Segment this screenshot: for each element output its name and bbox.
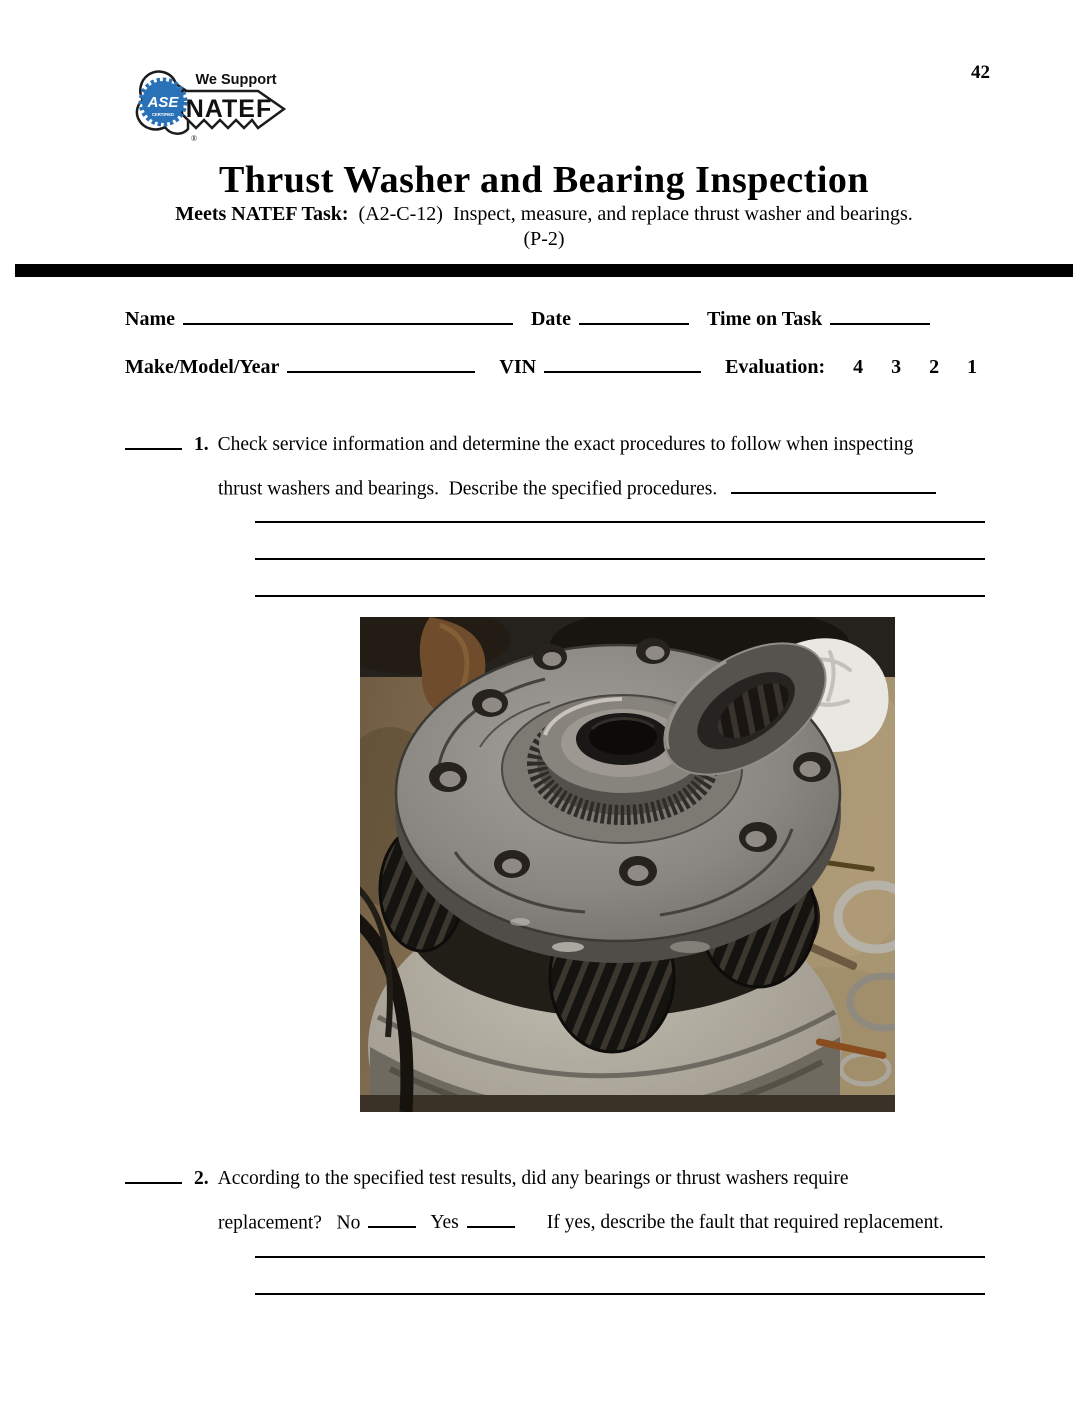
question-1-text-line1: Check service information and determine the exact procedures to follow when inspecting [217, 433, 914, 455]
question-1 [125, 428, 1005, 500]
make-model-year-field-blank [287, 351, 475, 373]
form-row-vehicle-evaluation [125, 351, 977, 379]
meets-natef-label: Meets NATEF Task: [175, 203, 349, 225]
question-2-text-line1: According to the specified test results, did any bearings or thrust washers require [217, 1167, 849, 1189]
page-number: 42 [971, 62, 990, 83]
time-on-task-label: Time on Task [706, 308, 823, 330]
name-label: Name [125, 308, 175, 330]
date-field-blank [579, 303, 689, 325]
vin-field-blank [544, 351, 701, 373]
question-1-text-line2: thrust washers and bearings. Describe the specified procedures. [218, 478, 718, 499]
evaluation-value-2: 2 [929, 356, 940, 378]
question-2-number: 2. [194, 1167, 209, 1189]
question-2-grade-blank [125, 1162, 182, 1184]
question-1-inline-blank [731, 473, 936, 495]
natef-ase-logo-icon [132, 58, 312, 150]
no-checkbox-blank [368, 1207, 416, 1229]
answer-line [255, 1256, 985, 1258]
date-label: Date [530, 308, 571, 330]
page-title: Thrust Washer and Bearing Inspection [218, 159, 870, 201]
name-field-blank [183, 303, 513, 325]
question-2 [125, 1162, 1005, 1234]
answer-line [255, 1293, 985, 1295]
ase-badge-sub-text: CERTIFIED [151, 112, 175, 117]
answer-line [255, 595, 985, 597]
yes-checkbox-blank [467, 1207, 515, 1229]
question-2-text-line2c: If yes, describe the fault that required replacement. [546, 1212, 944, 1233]
meets-natef-text: (A2-C-12) Inspect, measure, and replace thrust washer and bearings. [348, 203, 913, 225]
yes-label: Yes [430, 1212, 459, 1233]
answer-line [255, 521, 985, 523]
question-2-text-line2a: replacement? No [218, 1212, 361, 1233]
evaluation-value-1: 1 [967, 356, 978, 378]
registered-mark: ® [191, 134, 198, 143]
evaluation-value-3: 3 [891, 356, 902, 378]
question-1-grade-blank [125, 428, 182, 450]
answer-line [255, 558, 985, 560]
logo-natef-text: NATEF [185, 95, 273, 123]
logo-we-support-text: We Support [195, 72, 277, 88]
make-model-year-label: Make/Model/Year [125, 356, 280, 378]
evaluation-value-4: 4 [853, 356, 864, 378]
evaluation-label: Evaluation: [725, 356, 826, 378]
question-1-number: 1. [194, 433, 209, 455]
form-row-name-date-time [125, 303, 930, 331]
time-on-task-field-blank [830, 303, 930, 325]
vin-label: VIN [499, 356, 537, 378]
gear-assembly-photo [360, 617, 895, 1112]
ase-badge-text: ASE [147, 94, 179, 111]
natef-task-line [0, 203, 1088, 226]
header-divider-bar [15, 264, 1073, 277]
priority-code: (P-2) [523, 228, 565, 250]
